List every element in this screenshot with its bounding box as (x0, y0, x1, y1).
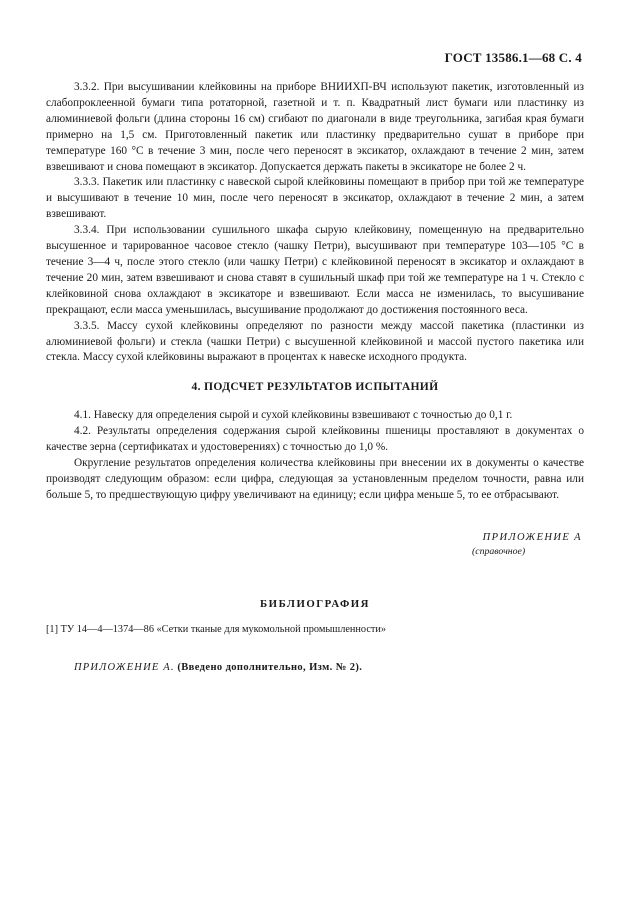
document-body (46, 80, 584, 504)
paragraph-4-2: 4.2. Результаты определения содержания сырой клейковины пшеницы проставляют в документах о качестве зерна (сертификатах и удостоверениях) с точностью до 1,0 %. (46, 425, 584, 454)
paragraph-3-3-4: 3.3.4. При использовании сушильного шкафа сырую клейковину, помещенную на предварительно высушенное и тарированное часовое стекло (чашку Петри), высушивают при температуре 103—105 °С в течение 3—4 ч, после этого стекло (или чашку Петри) с клейковиной переносят в эксикатор и охлаждают в течение 20 мин, затем взвешивают и снова ставят в сушильный шкаф при той же температуре на 1 ч. Стекло с клейковиной снова охлаждают в эксикаторе и взвешивают. Если масса не изменилась, то высушивание прекращают, если масса уменьшилась, высушивание продолжают до достижения постоянного веса. (46, 224, 584, 316)
paragraph-3-3-5: 3.3.5. Массу сухой клейковины определяют по разности между массой пакетика (пластинки из алюминиевой фольги) и стекла (чашки Петри) с высушенной клейковиной и массой пустого пакетика или стекла. Массу сухой клейковины выражают в процентах к навеске исходного продукта. (46, 319, 584, 364)
appendix-label (462, 531, 582, 559)
amendment-note-text: (Введено дополнительно, Изм. № 2). (177, 662, 363, 673)
paragraph-rounding: Округление результатов определения количества клейковины при внесении их в документы о качестве производят следующим образом: если цифра, следующая за установленным пределом точности, равна или больше 5, то предшествующую цифру увеличивают на единицу; если цифра меньше 5, то ее отбрасывают. (46, 456, 584, 501)
appendix-title: ПРИЛОЖЕНИЕ А (482, 532, 582, 543)
bibliography-item: [1] ТУ 14—4—1374—86 «Сетки тканые для мукомольной промышленности» (46, 624, 387, 635)
paragraph-3-3-2: 3.3.2. При высушивании клейковины на приборе ВНИИХП-ВЧ используют пакетик, изготовленный из слабопроклеенной бумаги типа ротаторной, газетной и т. п. Квадратный лист бумаги или пластинку из алюминиевой фольги (длина стороны 16 см) сгибают по диагонали в виде треугольника, загибая края бумаги примерно на 1,5 см. Приготовленный пакетик или пластинку предварительно сушат в приборе при температуре 160 °С в течение 3 мин, после чего переносят в эксикатор, охлаждают в течение 2 мин, затем взвешивают и снова помещают в эксикатор. Допускается держать пакеты в эксикаторе не более 2 ч. (46, 81, 584, 173)
paragraph-3-3-3: 3.3.3. Пакетик или пластинку с навеской сырой клейковины помещают в прибор при той же температуре и высушивают в течение 10 мин, после чего переносят в эксикатор, охлаждают в течение 2 мин, а затем взвешивают. (46, 176, 584, 221)
section-4-title: 4. ПОДСЧЕТ РЕЗУЛЬТАТОВ ИСПЫТАНИЙ (191, 380, 439, 394)
amendment-note-label: ПРИЛОЖЕНИЕ А. (74, 662, 175, 673)
appendix-subtitle: (справочное) (472, 546, 526, 557)
page-header: ГОСТ 13586.1—68 С. 4 (444, 50, 582, 65)
amendment-note (74, 662, 362, 673)
paragraph-4-1: 4.1. Навеску для определения сырой и сухой клейковины взвешивают с точностью до 0,1 г. (74, 409, 513, 422)
bibliography-title: БИБЛИОГРАФИЯ (260, 598, 370, 610)
